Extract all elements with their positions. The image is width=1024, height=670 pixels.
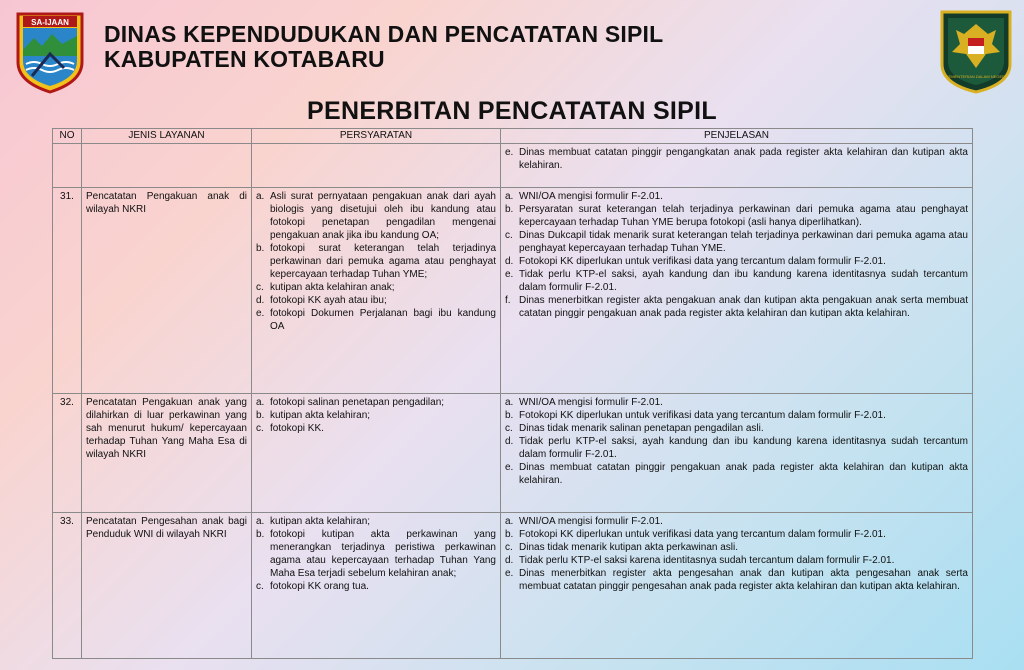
list-item xyxy=(256,281,496,294)
item-text: fotokopi kutipan akta perkawinan yang menerangkan terjadinya peristiwa perkawinan agama atau kepercayaan terhadap Tuhan Yang Maha Esa terjadi sebelum kelahiran anak; xyxy=(270,529,496,579)
item-letter: c. xyxy=(256,581,264,592)
list-item xyxy=(505,190,968,203)
item-text: Fotokopi KK diperlukan untuk verifikasi data yang tercantum dalam formulir F-2.01. xyxy=(519,529,886,540)
item-text: fotokopi surat keterangan telah terjadinya perkawinan dari pemuka agama atau penghayat kepercayaan terhadap Tuhan YME; xyxy=(270,243,496,280)
item-text: Dinas menerbitkan register akta pengesahan anak dan kutipan akta pengesahan anak serta membuat catatan pinggir pengesahan anak pada register akta kelahiran dan kutipan akta kelahiran. xyxy=(519,568,968,592)
list-item xyxy=(256,528,496,580)
list-item xyxy=(505,229,968,255)
item-text: WNI/OA mengisi formulir F-2.01. xyxy=(519,191,663,202)
item-text: Fotokopi KK diperlukan untuk verifikasi data yang tercantum dalam formulir F-2.01. xyxy=(519,256,886,267)
list-item xyxy=(256,307,496,333)
service-name: Pencatatan Pengakuan anak di wilayah NKRI xyxy=(82,188,252,394)
item-letter: b. xyxy=(505,204,514,215)
explanation-cell xyxy=(501,513,973,659)
item-text: Tidak perlu KTP-el saksi, ayah kandung dan ibu kandung karena identitasnya sudah tercantum dalam formulir F-2.01. xyxy=(519,269,968,293)
explanation-cell xyxy=(501,394,973,513)
list-item xyxy=(505,541,968,554)
list-item xyxy=(505,255,968,268)
item-letter: b. xyxy=(505,410,514,421)
item-letter: f. xyxy=(505,295,511,306)
list-item xyxy=(505,294,968,320)
item-text: fotokopi KK ayah atau ibu; xyxy=(270,295,387,306)
list-item xyxy=(256,190,496,242)
list-item xyxy=(256,396,496,409)
list-item xyxy=(505,422,968,435)
item-text: kutipan akta kelahiran; xyxy=(270,410,371,421)
list-item xyxy=(505,396,968,409)
row-number: 32. xyxy=(53,394,82,513)
item-letter: a. xyxy=(505,191,514,202)
right-logo-text: KEMENTERIAN DALAM NEGERI xyxy=(945,74,1007,79)
list-item xyxy=(256,422,496,435)
header-title xyxy=(104,22,663,72)
item-text: kutipan akta kelahiran; xyxy=(270,516,371,527)
item-text: Dinas Dukcapil tidak menarik surat keterangan telah terjadinya perkawinan dari pemuka agama atau penghayat kepercayaan terhadap Tuhan YME. xyxy=(519,230,968,254)
item-letter: d. xyxy=(256,295,265,306)
table-row xyxy=(53,513,973,659)
header-service: JENIS LAYANAN xyxy=(82,129,252,144)
item-text: fotokopi KK. xyxy=(270,423,324,434)
item-text: Fotokopi KK diperlukan untuk verifikasi data yang tercantum dalam formulir F-2.01. xyxy=(519,410,886,421)
requirements-cell xyxy=(252,394,501,513)
explanation-cell xyxy=(501,144,973,188)
list-item xyxy=(256,294,496,307)
left-logo-text: SA-IJAAN xyxy=(31,18,69,27)
list-item xyxy=(505,567,968,593)
requirements-cell xyxy=(252,144,501,188)
item-letter: c. xyxy=(256,423,264,434)
item-letter: b. xyxy=(256,529,265,540)
item-letter: d. xyxy=(505,436,514,447)
service-name: Pencatatan Pengesahan anak bagi Penduduk WNI di wilayah NKRI xyxy=(82,513,252,659)
item-text: Persyaratan surat keterangan telah terjadinya perkawinan dari pemuka agama atau penghayat kepercayaan terhadap Tuhan YME berupa fotokopi (asli hanya diperlihatkan). xyxy=(519,204,968,228)
row-number: 31. xyxy=(53,188,82,394)
list-item xyxy=(505,515,968,528)
list-item xyxy=(505,146,968,172)
item-text: Tidak perlu KTP-el saksi karena identitasnya sudah tercantum dalam formulir F-2.01. xyxy=(519,555,895,566)
header-requirements: PERSYARATAN xyxy=(252,129,501,144)
list-item xyxy=(505,409,968,422)
item-letter: e. xyxy=(256,308,265,319)
item-letter: a. xyxy=(505,397,514,408)
item-letter: c. xyxy=(505,542,513,553)
item-text: Dinas tidak menarik salinan penetapan pengadilan asli. xyxy=(519,423,764,434)
item-text: Tidak perlu KTP-el saksi, ayah kandung dan ibu kandung karena identitasnya sudah tercantum dalam formulir F-2.01. xyxy=(519,436,968,460)
item-text: Dinas membuat catatan pinggir pengakuan anak pada register akta kelahiran dan kutipan akta kelahiran. xyxy=(519,462,968,486)
item-text: fotokopi salinan penetapan pengadilan; xyxy=(270,397,445,408)
list-item xyxy=(505,203,968,229)
item-letter: a. xyxy=(256,516,265,527)
item-letter: b. xyxy=(505,529,514,540)
table-row xyxy=(53,188,973,394)
item-letter: e. xyxy=(505,568,514,579)
item-letter: c. xyxy=(256,282,264,293)
item-text: Dinas menerbitkan register akta pengakuan anak dan kutipan akta pengakuan anak serta membuat catatan pinggir pengakuan anak pada register akta kelahiran dan kutipan akta kelahiran. xyxy=(519,295,968,319)
kotabaru-logo xyxy=(14,10,86,94)
item-text: WNI/OA mengisi formulir F-2.01. xyxy=(519,516,663,527)
item-letter: d. xyxy=(505,555,514,566)
table-row xyxy=(53,144,973,188)
service-name xyxy=(82,144,252,188)
item-text: Dinas tidak menarik kutipan akta perkawinan asli. xyxy=(519,542,738,553)
item-text: Dinas membuat catatan pinggir pengangkatan anak pada register akta kelahiran dan kutipan akta kelahiran. xyxy=(519,147,968,171)
requirements-cell xyxy=(252,188,501,394)
item-text: Asli surat pernyataan pengakuan anak dari ayah biologis yang disetujui oleh ibu kandung atau fotokopi penetapan pengadilan mengenai pengakuan anak jika ibu kandung OA; xyxy=(270,191,496,241)
list-item xyxy=(505,461,968,487)
list-item xyxy=(505,268,968,294)
header-no: NO xyxy=(53,129,82,144)
item-letter: d. xyxy=(505,256,514,267)
item-text: WNI/OA mengisi formulir F-2.01. xyxy=(519,397,663,408)
list-item xyxy=(505,554,968,567)
explanation-cell xyxy=(501,188,973,394)
service-table xyxy=(52,128,973,659)
list-item xyxy=(256,515,496,528)
item-text: fotokopi KK orang tua. xyxy=(270,581,369,592)
list-item xyxy=(256,242,496,281)
row-number: 33. xyxy=(53,513,82,659)
item-letter: e. xyxy=(505,147,514,158)
list-item xyxy=(505,528,968,541)
service-name: Pencatatan Pengakuan anak yang dilahirkan di luar perkawinan yang sah menurut hukum/ kepercayaan terhadap Tuhan Yang Maha Esa di wilayah NKRI xyxy=(82,394,252,513)
item-letter: c. xyxy=(505,423,513,434)
table-row xyxy=(53,394,973,513)
list-item xyxy=(256,409,496,422)
item-letter: b. xyxy=(256,410,265,421)
item-letter: a. xyxy=(505,516,514,527)
item-letter: b. xyxy=(256,243,265,254)
item-letter: e. xyxy=(505,462,514,473)
list-item xyxy=(505,435,968,461)
item-text: kutipan akta kelahiran anak; xyxy=(270,282,395,293)
row-number xyxy=(53,144,82,188)
list-item xyxy=(256,580,496,593)
item-letter: c. xyxy=(505,230,513,241)
kemendagri-logo xyxy=(938,8,1014,94)
header-explanation: PENJELASAN xyxy=(501,129,973,144)
item-text: fotokopi Dokumen Perjalanan bagi ibu kandung OA xyxy=(270,308,496,332)
header-line-2: KABUPATEN KOTABARU xyxy=(104,46,385,72)
item-letter: e. xyxy=(505,269,514,280)
requirements-cell xyxy=(252,513,501,659)
table-header-row xyxy=(53,129,973,144)
item-letter: a. xyxy=(256,191,265,202)
item-letter: a. xyxy=(256,397,265,408)
header-line-1: DINAS KEPENDUDUKAN DAN PENCATATAN SIPIL xyxy=(104,21,664,47)
page-title: PENERBITAN PENCATATAN SIPIL xyxy=(307,97,717,125)
